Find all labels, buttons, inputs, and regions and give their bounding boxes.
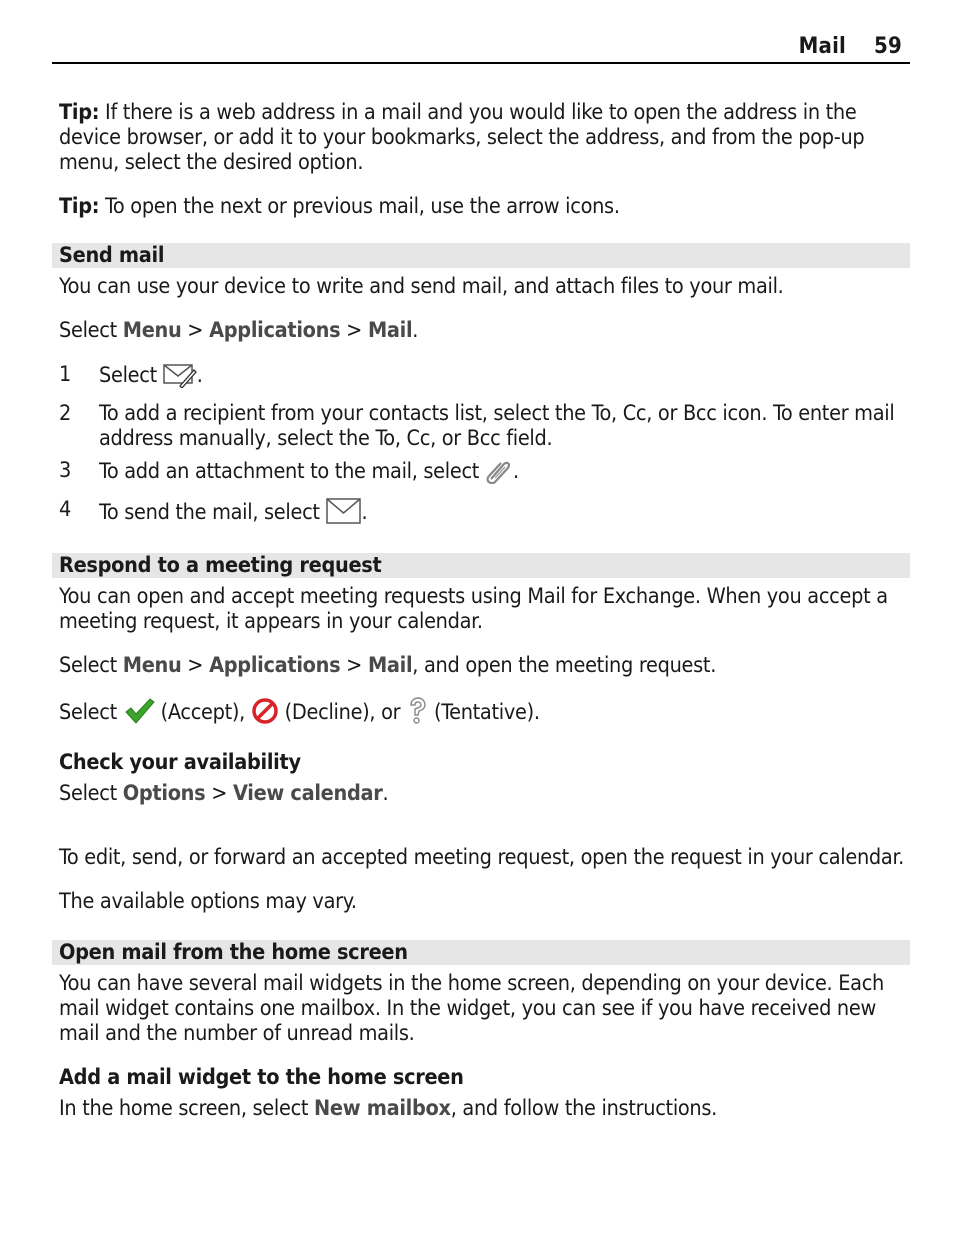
- applications-link[interactable]: Applications: [209, 653, 341, 678]
- step-text: To add a recipient from your contacts list, select the To, Cc, or Bcc icon. To enter mail address manually, select the To, Cc, or Bcc field.: [99, 401, 895, 451]
- text: (Accept),: [154, 700, 251, 725]
- separator: >: [181, 653, 210, 678]
- page-content: [59, 100, 909, 1140]
- applications-link[interactable]: Applications: [209, 318, 341, 343]
- step-text: To add an attachment to the mail, select: [99, 459, 485, 484]
- text: (Tentative).: [428, 700, 540, 725]
- meeting-intro: You can open and accept meeting requests using Mail for Exchange. When you accept a meeting request, it appears in your calendar.: [59, 584, 888, 634]
- menu-link[interactable]: Menu: [122, 653, 182, 678]
- text: , and follow the instructions.: [450, 1096, 718, 1121]
- view-calendar-link[interactable]: View calendar: [232, 781, 383, 806]
- page-header: [52, 34, 910, 64]
- chapter-title: Mail: [798, 34, 847, 59]
- add-widget-instructions: [59, 1096, 909, 1121]
- step-number: 3: [59, 458, 72, 483]
- decline-icon[interactable]: [251, 697, 279, 731]
- separator: >: [205, 781, 233, 806]
- section-heading-send-mail: Send mail: [52, 243, 910, 268]
- home-intro: You can have several mail widgets in the home screen, depending on your device. Each mail widget contains one mailbox. In the widget, you can see if you have received new mail and the number of unread mails.: [59, 971, 885, 1046]
- tip-label: Tip:: [59, 194, 100, 219]
- options-vary-text: The available options may vary.: [59, 889, 357, 914]
- step-text: .: [361, 500, 368, 525]
- new-mailbox-link[interactable]: New mailbox: [314, 1096, 451, 1121]
- header-text: [799, 34, 902, 59]
- text: Select: [59, 700, 123, 725]
- text: Select: [59, 318, 123, 343]
- text: , and open the meeting request.: [412, 653, 717, 678]
- new-mail-icon[interactable]: [163, 362, 197, 394]
- list-item: [59, 497, 909, 531]
- mail-link[interactable]: Mail: [367, 653, 413, 678]
- text: In the home screen, select: [59, 1096, 315, 1121]
- step-number: 2: [59, 401, 72, 426]
- checkmark-icon[interactable]: [123, 697, 155, 731]
- menu-link[interactable]: Menu: [122, 318, 182, 343]
- options-link[interactable]: Options: [122, 781, 206, 806]
- check-menu-path: [59, 781, 909, 806]
- tip-text: To open the next or previous mail, use the arrow icons.: [99, 194, 620, 219]
- text: Select: [59, 653, 123, 678]
- separator: >: [181, 318, 210, 343]
- step-text: .: [512, 459, 519, 484]
- text: .: [412, 318, 419, 343]
- paperclip-icon[interactable]: [485, 458, 513, 490]
- section-heading-meeting-request: Respond to a meeting request: [52, 553, 910, 578]
- question-mark-icon[interactable]: [406, 697, 428, 731]
- step-text: .: [196, 363, 203, 388]
- edit-meeting-text: To edit, send, or forward an accepted meeting request, open the request in your calendar.: [59, 845, 904, 870]
- tip-web-address: [59, 100, 909, 175]
- mail-link[interactable]: Mail: [367, 318, 413, 343]
- separator: >: [340, 318, 368, 343]
- send-menu-path: [59, 318, 909, 343]
- step-text: Select: [99, 363, 163, 388]
- subheading-check-availability: Check your availability: [59, 750, 301, 775]
- list-item: [59, 458, 909, 490]
- send-intro: You can use your device to write and send mail, and attach files to your mail.: [59, 274, 784, 299]
- step-text: To send the mail, select: [99, 500, 326, 525]
- tip-label: Tip:: [59, 100, 100, 125]
- text: Select: [59, 781, 123, 806]
- tip-arrow-icons: [59, 194, 909, 219]
- separator: >: [340, 653, 368, 678]
- page-number: 59: [874, 34, 902, 59]
- step-number: 4: [59, 497, 72, 522]
- tip-text: If there is a web address in a mail and you would like to open the address in the device browser, or add it to your bookmarks, select the address, and from the pop-up menu, select the desired option.: [59, 100, 865, 175]
- send-envelope-icon[interactable]: [326, 497, 362, 531]
- list-item: [59, 362, 909, 394]
- meeting-response-options: [59, 697, 909, 731]
- section-heading-home-screen: Open mail from the home screen: [52, 940, 910, 965]
- meeting-menu-path: [59, 653, 909, 678]
- send-steps: [59, 362, 909, 531]
- subheading-add-widget: Add a mail widget to the home screen: [59, 1065, 464, 1090]
- step-number: 1: [59, 362, 72, 387]
- text: .: [382, 781, 389, 806]
- text: (Decline), or: [278, 700, 407, 725]
- list-item: [59, 401, 909, 451]
